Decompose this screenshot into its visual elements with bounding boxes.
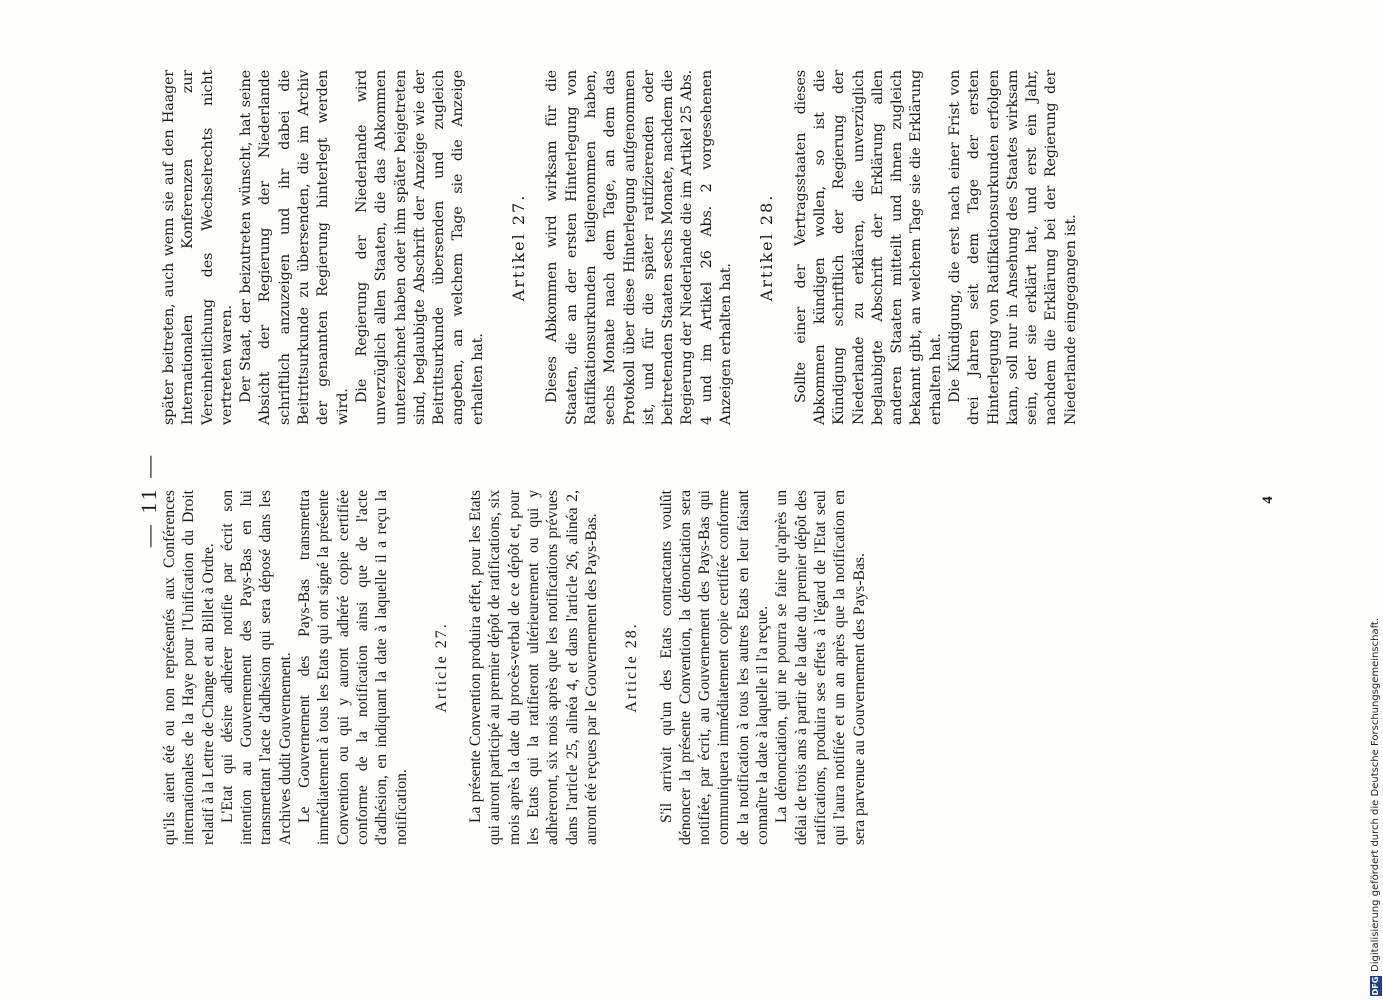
french-article-28-heading: Article 28.: [623, 622, 641, 713]
german-article-27-heading: Artikel 27.: [509, 193, 529, 302]
french-article-27-heading: Article 27.: [432, 622, 450, 713]
german-intro-paragraph-1: später beitreten, auch wenn sie auf den Haager Internationalen Konferenzen zur Vereinheitlichung des Wechselrechts nicht vertreten waren.: [161, 70, 235, 425]
german-article-27-paragraph-1: Dieses Abkommen wird wirksam für die Staaten, die an der ersten Hinterlegung von Ratifikationsurkunden teilgenommen haben, sechs Monate nach dem Tage, an dem das Protokoll über diese Hinterlegung aufgenommen ist, und für die später ratifizierenden oder beitretenden Staaten sechs Monate, nachdem die Regierung der Niederlande die im Artikel 25 Abs. 4 und im Artikel 26 Abs. 2 vorgesehenen Anzeigen erhalten hat.: [544, 70, 735, 425]
digitization-credit: [1370, 0, 1383, 1000]
german-article-28-heading: Artikel 28.: [757, 193, 777, 302]
french-article-28-paragraph-1: S'il arrivait qu'un des Etats contractants voulût dénoncer la présente Convention, la dénonciation sera notifiée, par écrit, au Gouvernement des Pays-Bas qui communiquera immédiatement copie certifiée conforme de la notification à tous les autres Etats en leur faisant connaître la date à laquelle il l'a reçue.: [657, 490, 772, 845]
german-article-28-paragraph-2: Die Kündigung, die erst nach einer Frist von drei Jahren seit dem Tage der ersten Hinterlegung von Ratifikationsurkunden erfolgen kann, soll nur in Ansehung des Staates wirksam sein, der sie erklärt hat, und erst ein Jahr, nachdem die Erklärung bei der Regierung der Niederlande eingegangen ist.: [946, 70, 1079, 425]
french-intro-paragraph-3: Le Gouvernement des Pays-Bas transmettra immédiatement à tous les Etats qui ont signé la présente Convention ou qui y auront adhéré copie certifiée conforme de la notification ainsi que de l'acte d'adhésion, en indiquant la date à laquelle il a reçu la notification.: [296, 490, 410, 845]
german-intro-paragraph-2: Der Staat, der beizutreten wünscht, hat seine Absicht der Regierung der Niederlande schriftlich anzuzeigen und ihr dabei die Beitrittsurkunde zu übersenden, die im Archiv der genannten Regierung hinterlegt werden wird.: [238, 70, 351, 425]
credit-text: Digitalisierung gefördert durch die Deutsche Forschungsgemeinschaft.: [1370, 617, 1381, 972]
french-intro-paragraph-2: L'Etat qui désire adhérer notifie par écrit son intention au Gouvernement des Pays-Bas en lui transmettant l'acte d'adhésion qui sera déposé dans les Archives dudit Gouvernement.: [218, 490, 294, 845]
french-article-27-paragraph-1: La présente Convention produira effet, pour les Etats qui auront participé au premier dépôt de ratifications, six mois après la date du procès-verbal de ce dépôt et, pour les Etats qui la ratifieront ultérieurement ou qui y adhèreront, six mois après que les notifications prévues dans l'article 25, alinéa 4, et dans l'article 26, alinéa 2, auront été reçues par le Gouvernement des Pays-Bas.: [467, 490, 600, 845]
french-article-28-paragraph-2: La dénonciation, qui ne pourra se faire qu'après un délai de trois ans à partir de la date du premier dépôt des ratifications, produira ses effets à l'égard de l'Etat seul qui l'aura notifiée et un an après que la notification en sera parvenue au Gouvernement des Pays-Bas.: [773, 490, 868, 845]
french-intro-paragraph-1: qu'ils aient été ou non représentés aux Conférences internationales de la Haye pour l'Unification du Droit relatif à la Lettre de Change et au Billet à Ordre.: [161, 490, 217, 845]
signature-number: 4: [1260, 496, 1276, 504]
german-column: [160, 70, 1081, 425]
german-intro-paragraph-3: Die Regierung der Niederlande wird unverzüglich allen Staaten, die das Abkommen unterzeichnet haben oder ihm später beigetreten sind, beglaubigte Abschrift der Anzeige wie der Beitrittsurkunde übersenden und zugleich angeben, an welchem Tage sie die Anzeige erhalten hat.: [353, 70, 486, 425]
german-article-28-paragraph-1: Sollte einer der Vertragsstaaten dieses Abkommen kündigen wollen, so ist die Kündigung schriftlich der Regierung der Niederlande zu erklären, die unverzüglich beglaubigte Abschrift der Erklärung allen anderen Staaten mitteilt und ihnen zugleich bekannt gibt, an welchem Tage sie die Erklärung erhalten hat.: [792, 70, 944, 425]
french-column: [160, 490, 869, 845]
page-number: — 11 —: [136, 452, 161, 548]
dfg-logo-icon: DFG: [1371, 976, 1380, 996]
